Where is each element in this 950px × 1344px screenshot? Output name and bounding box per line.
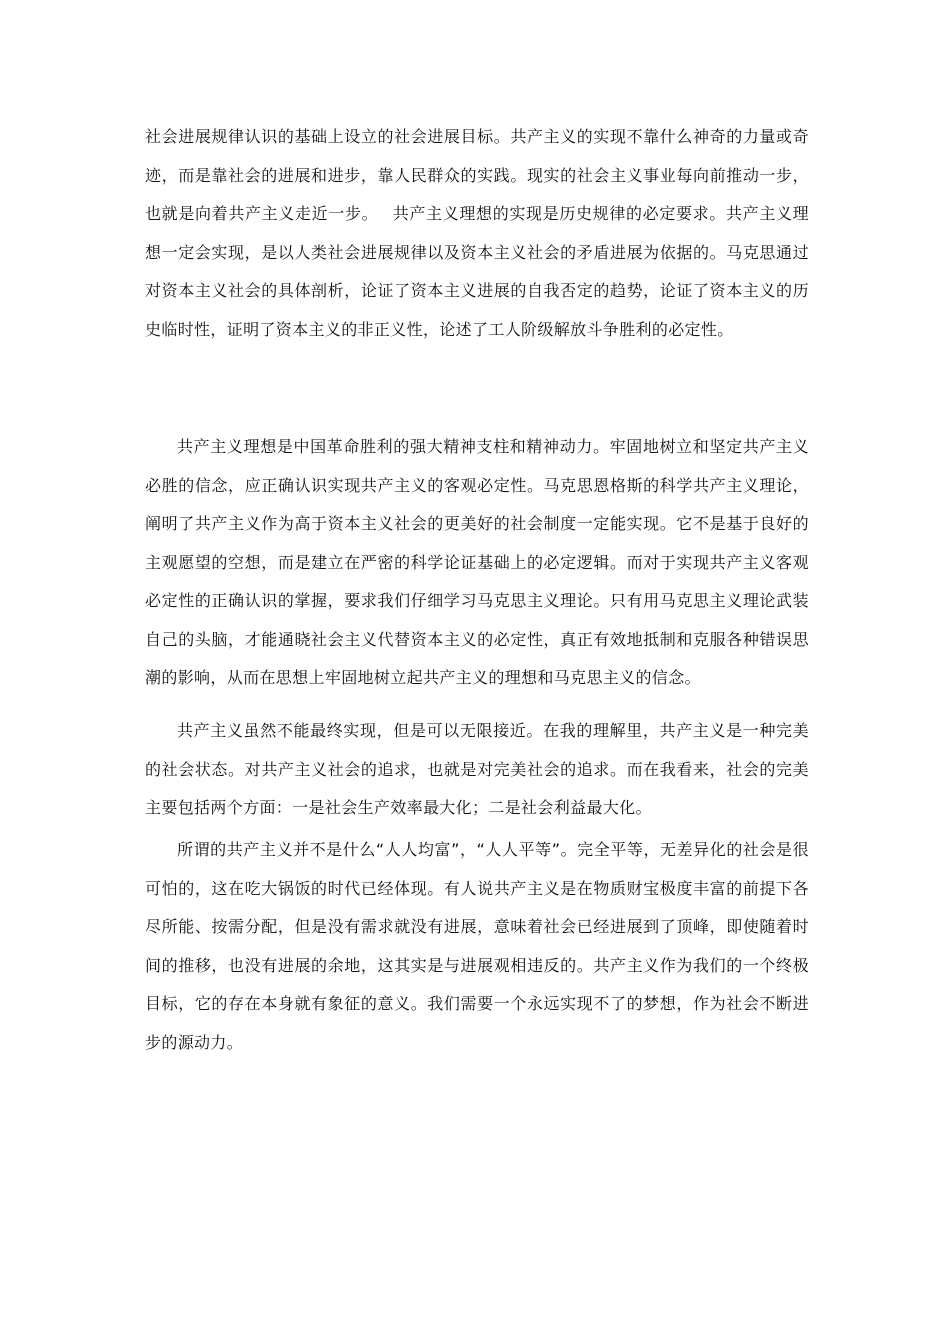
paragraph-3 [145,712,809,828]
paragraph-2-text: 共产主义理想是中国革命胜利的强大精神支柱和精神动力。牢固地树立和坚定共产主义必胜的信念，应正确认识实现共产主义的客观必定性。马克思恩格斯的科学共产主义理论，阐明了共产主义作为高于资本主义社会的更美好的社会制度一定能实现。它不是基于良好的主观愿望的空想，而是建立在严密的科学论证基础上的必定逻辑。而对于实现共产主义客观必定性的正确认识的掌握，要求我们仔细学习马克思主义理论。只有用马克思主义理论武装自己的头脑，才能通晓社会主义代替资本主义的必定性，真正有效地抵制和克服各种错误思潮的影响，从而在思想上牢固地树立起共产主义的理想和马克思主义的信念。 [145,437,809,687]
paragraph-4-text: 所谓的共产主义并不是什么“人人均富”，“人人平等”。完全平等，无差异化的社会是很可怕的，这在吃大锅饭的时代已经体现。有人说共产主义是在物质财宝极度丰富的前提下各尽所能、按需分配，但是没有需求就没有进展，意味着社会已经进展到了顶峰，即使随着时间的推移，也没有进展的余地，这其实是与进展观相违反的。共产主义作为我们的一个终极目标，它的存在本身就有象征的意义。我们需要一个永远实现不了的梦想，作为社会不断进步的源动力。 [145,840,809,1052]
paragraph-1 [145,118,809,349]
paragraph-4 [145,831,809,1062]
paragraph-1-text: 社会进展规律认识的基础上设立的社会进展目标。共产主义的实现不靠什么神奇的力量或奇迹，而是靠社会的进展和进步，靠人民群众的实践。现实的社会主义事业每向前推动一步，也就是向着共产主义走近一步。 共产主义理想的实现是历史规律的必定要求。共产主义理想一定会实现，是以人类社会进展规律以及资本主义社会的矛盾进展为依据的。马克思通过对资本主义社会的具体剖析，论证了资本主义进展的自我否定的趋势，论证了资本主义的历史临时性，证明了资本主义的非正义性，论述了工人阶级解放斗争胜利的必定性。 [145,127,809,339]
paragraph-3-text: 共产主义虽然不能最终实现，但是可以无限接近。在我的理解里，共产主义是一种完美的社会状态。对共产主义社会的追求，也就是对完美社会的追求。而在我看来，社会的完美主要包括两个方面：一是社会生产效率最大化；二是社会利益最大化。 [145,721,809,817]
paragraph-2 [145,428,809,698]
